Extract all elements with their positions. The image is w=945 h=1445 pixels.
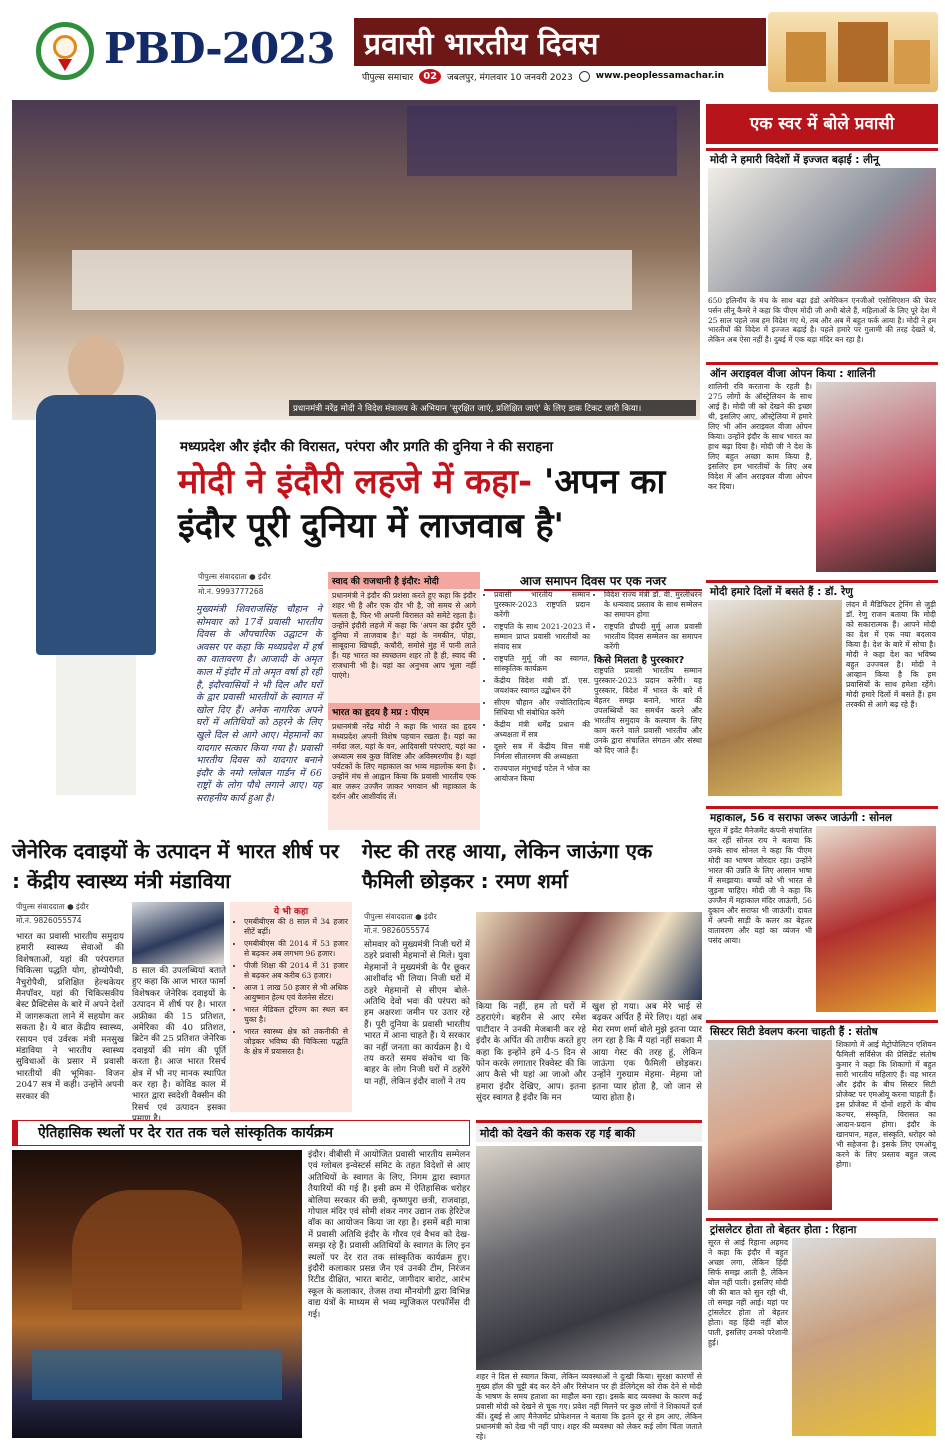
generic-point: • एमबीबीएस की 2014 में 53 हजार से बढ़कर अब लगभग 96 हजार। xyxy=(244,939,348,959)
shalini-photo xyxy=(816,382,936,572)
summary-title: आज समापन दिवस पर एक नजर xyxy=(484,572,702,591)
generic-phone: मो.नं. 9826055574 xyxy=(16,916,82,925)
globe-icon xyxy=(579,71,590,82)
sidebar-item-body: लंदन में मैडिफिटर ट्रेनिंग से जुड़ी डॉ. रेणु राजन बताया कि मोदी को सकारात्मक हैं। आपने मोदी का देश में एक नया बदलाव किया है। देश के बारे में सोचा है। मोदी ने कहा देश का भविष्य बहुत उज्ज्वल है। मोदी ने आव्हान किया है कि हम प्रवासियों के साथ हमेशा रहेंगे। मोदी हमारे दिलों में बसते हैं। हम तरक्की से आगे बढ़ रहे हैं। xyxy=(846,600,936,709)
summary-item: • राष्ट्रपति द्रौपदी मुर्मू आज प्रवासी भारतीय दिवस सम्मेलन का समापन करेंगी xyxy=(604,622,702,652)
lead-byline: पीपुल्स संवाददाता ● इंदौर xyxy=(198,572,271,581)
lead-kicker: मध्यप्रदेश और इंदौर की विरासत, परंपरा और प्रगति की दुनिया ने की सराहना xyxy=(180,440,554,455)
sidebar-item-body: सूरत से आई रिहाना अहमद ने कहा कि इंदौर में बहुत अच्छा लगा, लेकिन हिंदी सिर्फ समझ आती है, लेकिन बोल नहीं पाती। इसलिए मोदी जी की बात को सुन रही थी, तो समझ नहीं आई। यहां पर ट्रांसलेटर होता तो बेहतर होता। वह हिंदी नहीं बोल पाती, इसलिए उनको परेशानी हुई। xyxy=(708,1238,788,1347)
paper-name: पीपुल्स समाचार xyxy=(362,72,414,83)
sidebar-item-body: शिकागो में आई मेट्रोपोलिटन एशियन फैमिली सर्विसेज की प्रेसिडेंट संतोष कुमार ने कहा कि शिकागो में बहुत सारी भारतीय महिलाएं हैं। वह भारत और इंदौर के बीच सिस्टर सिटी प्रोजेक्ट पर एमओयू करना चाहती हैं। इस प्रोजेक्ट में दोनों शहरों के बीच कल्चर, संस्कृति, विरासत का आदान-प्रदान होगा। इंदौर के खानपान, महल, संस्कृति, धरोहर को भी सहेजना है। इसके लिए एमओयू करने के लिए प्रस्ताव बहुत जल्द होगा। xyxy=(836,1040,936,1169)
cultural-section xyxy=(12,1120,470,1440)
generic-points-list xyxy=(234,917,348,1107)
guest-col-3: खुश हो गया। अब मेरे भाई से बढ़कर अर्पित हैं मेरे लिए। यहां अब मेरा रमण शर्मा बोले मुझे इतना प्यार लग रहा है कि मैं यहां नहीं सकता मैं आया गेस्ट की तरह हूं, लेकिन जाऊंगा एक फैमिली छोड़कर। उन्होंने गुरुग्राम मेहमा- मेहमा जो इतना प्यार होता है, जो जान से प्यारा होता है। xyxy=(592,1002,702,1104)
summary-item: • विदेश राज्य मंत्री डॉ. वी. मुरलीधरन के धन्यवाद प्रस्ताव के साथ सम्मेलन का समापन होगा xyxy=(604,590,702,620)
crowd-body: शहर ने दिल से स्वागत किया, लेकिन व्यवस्थाओं ने दुःखी किया। सुरक्षा कारणों से मुख्य हॉल की चुट्टी बंद कर देने और रिसेप्शन पर ही डेलिगेट्स को रोक देने से मोदी के भाषण के समय हताशा का माहौल बना रहा। इसके बाद व्यवस्था के कारण कई प्रवासी मोदी को देखने से चूक गए। प्रवेश नहीं मिलने पर कुछ लोगों ने शिकायतें दर्ज कीं। दुबई से आए मैनेजमेंट प्रोफेशनल ने बताया कि इतने दूर से हम आए, लेकिन प्रधानमंत्री को देख भी नहीं पाए। शहर की व्यवस्था को लेकर कई लोग चिंता जताते रहे। xyxy=(476,1372,702,1441)
generic-point: • पीजी शिक्षा की 2014 में 31 हजार से बढ़कर अब करीब 63 हजार। xyxy=(244,961,348,981)
crowd-photo xyxy=(476,1146,702,1370)
generic-points-box xyxy=(230,902,352,1112)
sidebar-item-body: सूरत में इवेंट मैनेजमेंट कंपनी संचालित कर रहीं सोनल राय ने बताया कि उनके साथ सोनल ने कहा कि पीएम मोदी का भाषण जोरदार रहा। उन्होंने भारत की उन्नति के लिए आसान भाषा में समझाया। बच्चों को भी भारत से जुड़ना चाहिए। मोदी जी ने कहा कि उज्जैन में महाकाल मंदिर जाऊंगी, 56 दुकान और सराफा भी जाऊंगी। दावत में अपनी साड़ी के कलर का बेहतर वातावरण और यहां का व्यंजन भी पसंद आया। xyxy=(708,826,812,945)
pbd-logo-text: PBD-2023 xyxy=(104,24,335,73)
generic-point: • भारत स्वास्थ्य क्षेत्र को तकनीकी से जोड़कर भविष्य की चिकित्सा पद्धति के क्षेत्र में प्रयासरत है। xyxy=(244,1027,348,1057)
summary-box xyxy=(484,572,702,830)
generic-byline: पीपुल्स संवाददाता ● इंदौर xyxy=(16,902,89,911)
generic-point: • भारत मेडिकल टूरिज्म का स्थल बन चुका है। xyxy=(244,1005,348,1025)
sidebar-item-sonal xyxy=(706,806,938,1016)
cultural-photo xyxy=(12,1150,302,1438)
pbd-logo-icon xyxy=(36,22,94,80)
guest-photo xyxy=(476,912,702,1000)
sidebar-item-leenu xyxy=(706,148,938,358)
summary-item: • दूसरे सत्र में केंद्रीय वित्त मंत्री निर्मला सीतारमण की अध्यक्षता xyxy=(494,742,590,762)
sidebar-item-head: मोदी ने हमारी विदेशों में इज्जत बढ़ाई : लीनू xyxy=(706,148,938,169)
generic-points-title: ये भी कहा xyxy=(273,907,309,917)
generic-body-2: 8 साल की उपलब्धियां बताते हुए कहा कि आज भारत फार्मा विशेषकर जेनेरिक दवाइयों के उत्पादन में शीर्ष पर है। भारत अफ्रीका की 15 प्रतिशत, अमेरिका की 40 प्रतिशत, ब्रिटेन की 25 प्रतिशत जेनेरिक दवाइयों की मांग की पूर्ति करता है। आज भारत रिसर्च क्षेत्र में भी नए मानक स्थापित कर रहा है। कोविड काल में भारत द्वारा स्वदेशी वैक्सीन की रिसर्च एवं उत्पादन इसका xyxy=(132,966,226,1113)
generic-body: भारत का प्रवासी भारतीय समुदाय हमारी स्वास्थ्य सेवाओं की विशेषताओं, यहां की परंपरागत चिकित्सा पद्धति योग, होम्योपैथी, नैचुरोपैथी, प्रशिक्षित हेल्थकेयर मैनपॉवर, यहां की चिकित्सकीय बेस्ट प्रैक्टिसेस के बारे में अपने देशों में जागरूकता लाने में सहयोग कर सकता है। ये बात केंद्रीय स्वास्थ्य, रसायन एवं उर्वरक मंत्री मनसुख मंडाविया ने भारतीय स्वास्थ्य सुविधाओं के प्रसार में प्रवासी भारतीयों की भूमिका- विजन 2047 सत्र में कही। उन्होंने अपनी सरकार की xyxy=(16,932,124,1102)
guest-col-1: सोमवार को मुख्यमंत्री निजी घरों में ठहरे प्रवासी मेहमानों से मिले। युवा मेहमानों ने मुख्यमंत्री के पैर छूकर आशीर्वाद भी लिया। निजी घरों में ठहरे मेहमानों से सीएम बोले- अतिथि देवो भवः की परंपरा को हम अक्षरशः जमीन पर उतार रहे हैं। पूरी दुनिया के प्रवासी भारतीय भारत में आना चाहते हैं। ये सरकार का नहीं जनता का कार्यक्रम है। ये तय करते समय संकोच था कि बाहर के लोग निजी घरों में ठहरेंगे या नहीं, लेकिन इंदौर वालों ने तय xyxy=(364,940,470,1087)
lead-phone: मो.नं. 9993777268 xyxy=(198,587,264,596)
santosh-photo xyxy=(708,1040,832,1210)
dateline: जबलपुर, मंगलवार 10 जनवरी 2023 xyxy=(447,72,573,83)
guest-headline: गेस्ट की तरह आया, लेकिन जाऊंगा एक फैमिली छोड़कर : रमण शर्मा xyxy=(362,839,653,893)
sidebar-item-head: ऑन अराइवल वीजा ओपन किया : शालिनी xyxy=(706,362,938,383)
summary-item: • राष्ट्रपति के साथ 2021-2023 में सम्मान प्राप्त प्रवासी भारतीयों का संवाद सत्र xyxy=(494,622,590,652)
summary-item: • राष्ट्रपति मुर्मू जी का स्वागत, सांस्कृतिक कार्यक्रम xyxy=(494,654,590,674)
mp-heart-box-title: भारत का हृदय है मप्र : पीएम xyxy=(328,703,480,720)
modi-cutout-image xyxy=(16,325,176,800)
sidebar-item-rihana xyxy=(706,1218,938,1440)
generic-headline: जेनेरिक दवाइयों के उत्पादन में भारत शीर्ष पर : केंद्रीय स्वास्थ्य मंत्री मंडाविया xyxy=(12,839,339,893)
summary-item: • राज्यपाल मंगुभाई पटेल ने भोज का आयोजन किया xyxy=(494,764,590,784)
taste-box-title: स्वाद की राजधानी है इंदौर: मोदी xyxy=(328,572,480,589)
rihana-photo xyxy=(792,1238,936,1436)
generic-point: • आज 1 लाख 50 हजार से भी अधिक आयुष्मान हेल्थ एवं वेलनेस सेंटर। xyxy=(244,983,348,1003)
website[interactable]: www.peoplessamachar.in xyxy=(595,71,725,81)
sidebar-item-head: मोदी हमारे दिलों में बसते हैं : डॉ. रेणु xyxy=(706,580,938,601)
sidebar-item-body: 650 इलिनॉय के मंच के साथ बढ़ा इंडो अमेरिकन एनजीओ एसोसिएशन की चेयर पर्सन लीनू कैमरे ने कहा कि पीएम मोदी जी अभी बोले हैं, महिलाओं के लिए पूरे देश में 25 साल पहले जब हम विदेश गए थे, तब और अब में बहुत फर्क आया है। मोदी ने हम भारतीयों की विदेश में इज्जत बढ़ाई है। पहले हमारे पर गुलामी की तरह देखते थे, लेकिन अब ऐसा नहीं है। दुबई में एक बड़ा मंदिर बन रहा है। xyxy=(708,296,936,345)
sonal-photo xyxy=(816,826,936,1012)
cultural-body: इंदौर। वीबीसी में आयोजित प्रवासी भारतीय सम्मेलन एवं ग्लोबल इन्वेस्टर्स समिट के तहत विदेशों से आए अतिथियों के स्वागत के लिए, निगम द्वारा स्वागत तैयारियों की गई हैं। इसी क्रम में ऐतिहासिक धरोहर बोलिया सरकार की छत्री, कृष्णपुरा छत्री, राजवाड़ा, गोपाल मंदिर एवं सोमी शंकर नगर उद्यान तक हेरिटेज वॉक का आयोजन किया जा रहा है। इसमें बड़ी मात्रा में प्रवासी अतिथि इंदौर के गौरव एवं वैभव को देख-समझ रहे हैं। प्रवासी अतिथियों के स्वागत के लिए इन स्थलों पर देर रात तक सांस्कृतिक कार्यक्रम हुए। इंदौरी कलाकार प्रसन्न जैन एवं उनकी टीम, निरंजन रिटीड दीक्षित, भारत बारोट, जागीदार बारोट, आरंभ स्कूल के कलाकार, तेजस तथा मौनयोगी द्वारा विभिन्न वाद्य यंत्रों के माध्यम से भव्य म्यूजिकल परफॉर्मेंस दी गई। xyxy=(308,1150,470,1320)
summary-item: • प्रवासी भारतीय सम्मान पुरस्कार-2023 राष्ट्रपति प्रदान करेंगी xyxy=(494,590,590,620)
crowd-headline: मोदी को देखने की कसक रह गई बाकी xyxy=(476,1120,702,1142)
sidebar-title: एक स्वर में बोले प्रवासी xyxy=(706,104,938,144)
guest-col-2: किया कि नहीं, हम तो घरों में ठहराएंगे। बहरीन से आए रमेश पाटीदार ने उनकी मेजबानी कर रहे इंदौर के अर्पित की तारीफ करते हुए कहा कि इन्होंने हमें 4-5 दिन से फोन करके लगातार रिक्वेस्ट की कि आप कैसे भी यहां आ जाओ और हमारा इंदौर देखिए, आप। इतना सुंदर स्वागत है इंदौर कि मन xyxy=(476,1002,586,1104)
summary-item: • केंद्रीय मंत्री धर्मेंद्र प्रधान की अध्यक्षता में सत्र xyxy=(494,720,590,740)
page-number: 02 xyxy=(419,69,441,84)
award-body: राष्ट्रपति प्रवासी भारतीय सम्मान पुरस्कार-2023 प्रदान करेंगी। यह पुरस्कार, विदेश में भारत के बारे में बेहतर समझ बनाने, भारत की उपलब्धियों का समर्थन करने और भारतीय समुदाय के कल्याण के लिए काम करने वाले प्रवासी भारतीय और उनके द्वारा संचालित संगठन और संस्था को दिए जाते हैं। xyxy=(594,666,702,755)
lead-headline xyxy=(178,460,702,548)
guest-phone: मो.नं. 9826055574 xyxy=(364,926,430,935)
sidebar-item-head: महाकाल, 56 व सराफा जरूर जाऊंगी : सोनल xyxy=(706,806,938,827)
lead-headline-red: मोदी ने इंदौरी लहजे में कहा- xyxy=(178,462,533,502)
masthead-info-bar xyxy=(354,66,766,86)
masthead-title: प्रवासी भारतीय दिवस xyxy=(364,27,599,62)
summary-item: • केंद्रीय विदेश मंत्री डॉ. एस. जयशंकर स्वागत उद्बोधन देंगे xyxy=(494,676,590,696)
sidebar-item-head: ट्रांसलेटर होता तो बेहतर होता : रिहाना xyxy=(706,1218,938,1239)
cultural-headline: ऐतिहासिक स्थलों पर देर रात तक चले सांस्कृतिक कार्यक्रम xyxy=(12,1120,470,1146)
masthead-art-image xyxy=(768,12,938,92)
mandaviya-photo xyxy=(132,902,224,964)
sidebar-item-renu xyxy=(706,580,938,802)
renu-photo xyxy=(708,600,842,796)
masthead xyxy=(0,0,945,96)
lead-headline-rest: 'अपन का इंदौर पूरी दुनिया में लाजवाब है' xyxy=(178,462,666,546)
mp-heart-box-body: प्रधानमंत्री नरेंद्र मोदी ने कहा कि भारत का हृदय मध्यप्रदेश अपनी विशेष पहचान रखता है। यहां का नर्मदा जल, यहां के वन, आदिवासी परंपराएं, यहां का अध्यात्म सब कुछ विशिष्ट और अविस्मरणीय है। यहां पर्यटकों के लिए महाकाल का भव्य महालोक बना है। उन्होंने मंच से आह्वान किया कि प्रवासी भारतीय एक बार जरूर उज्जैन जाकर भगवान श्री महाकाल के दर्शन और आशीर्वाद लें। xyxy=(332,722,476,801)
sidebar-item-body: शालिनी रवि करताना के रहती है। 275 लोगों के ऑस्ट्रेलियन के साथ आई है। मोदी जी को देखने की इच्छा थी, इसलिए आए, ऑस्ट्रेलिया में हमारे लिए भी ऑन अराइवल वीजा ओपन किया। उन्होंने इंदौर के साथ भारत का हाथ बढ़ा दिया है। मोदी जी ने देश के लिए बहुत अच्छा काम किया है, इसलिए हम भारतीयों के लिए अब विदेश में ऑन अराइवल वीजा ओपन कर दिया। xyxy=(708,382,812,491)
summary-list-1 xyxy=(484,590,590,830)
summary-item: • सीएम चौहान और ज्योतिरादित्य सिंधिया भी संबोधित करेंगे xyxy=(494,698,590,718)
taste-box-body: प्रधानमंत्री ने इंदौर की प्रशंसा करते हुए कहा कि इंदौर शहर भी है और एक दौर भी है, जो समय से आगे चलता है, फिर भी अपनी विरासत को समेटे रहता है। उन्होंने इंदौरी लहजे में कहा कि 'अपन का इंदौर पूरी दुनिया में लाजवाब है।' यहां के नमकीन, पोहा, साबूदाना खिचड़ी, कचौरी, समोसे मुंह में पानी लाते हैं। यह भारत का स्वच्छतम शहर तो है ही, स्वाद की राजधानी भी है। यहां का अनुभव आप भूला नहीं पाएंगे। xyxy=(332,591,476,680)
guest-byline: पीपुल्स संवाददाता ● इंदौर xyxy=(364,912,437,921)
lead-body: मुख्यमंत्री शिवराजसिंह चौहान ने सोमवार को 17वें प्रवासी भारतीय दिवस के औपचारिक उद्घाटन के अवसर पर कहा कि मध्यप्रदेश में हर्ष का वातावरण है। आजादी के अमृत काल में इंदौर में तो अमृत वर्षा हो रही है, इंदौरवासियों ने भी दिल और घरों के द्वार प्रवासी भारतीयों के स्वागत में खोल दिए हैं। अनेक नागरिक अपने घरों में अतिथियों को ठहरने के लिए खुले दिल से आगे आए। मेहमानों का यादगार सत्कार किया गया है। प्रवासी भारतीय दिवस को यादगार बनाने इंदौर के नमो ग्लोबल गार्डन में 66 राष्ट्रों के लोग पौधे लगाने आए। यह सराहनीय कार्य हुआ है। xyxy=(196,604,322,804)
generic-point: • एमबीबीएस की 8 साल में 34 हजार सीटें बढ़ीं। xyxy=(244,917,348,937)
sidebar-item-santosh xyxy=(706,1020,938,1214)
sidebar-item-head: सिस्टर सिटी डेवलप करना चाहती हैं : संतोष xyxy=(706,1020,938,1041)
sidebar-item-shalini xyxy=(706,362,938,576)
taste-box xyxy=(328,572,480,830)
summary-list-2 xyxy=(594,590,702,650)
crowd-section xyxy=(476,1120,702,1440)
photo-caption: प्रधानमंत्री नरेंद्र मोदी ने विदेश मंत्रालय के अभियान 'सुरक्षित जाएं, प्रशिक्षित जाएं' के लिए डाक टिकट जारी किया। xyxy=(289,400,696,416)
award-title: किसे मिलता है पुरस्कार? xyxy=(594,655,685,666)
masthead-title-bar xyxy=(354,18,766,66)
leenu-photo xyxy=(708,168,936,292)
